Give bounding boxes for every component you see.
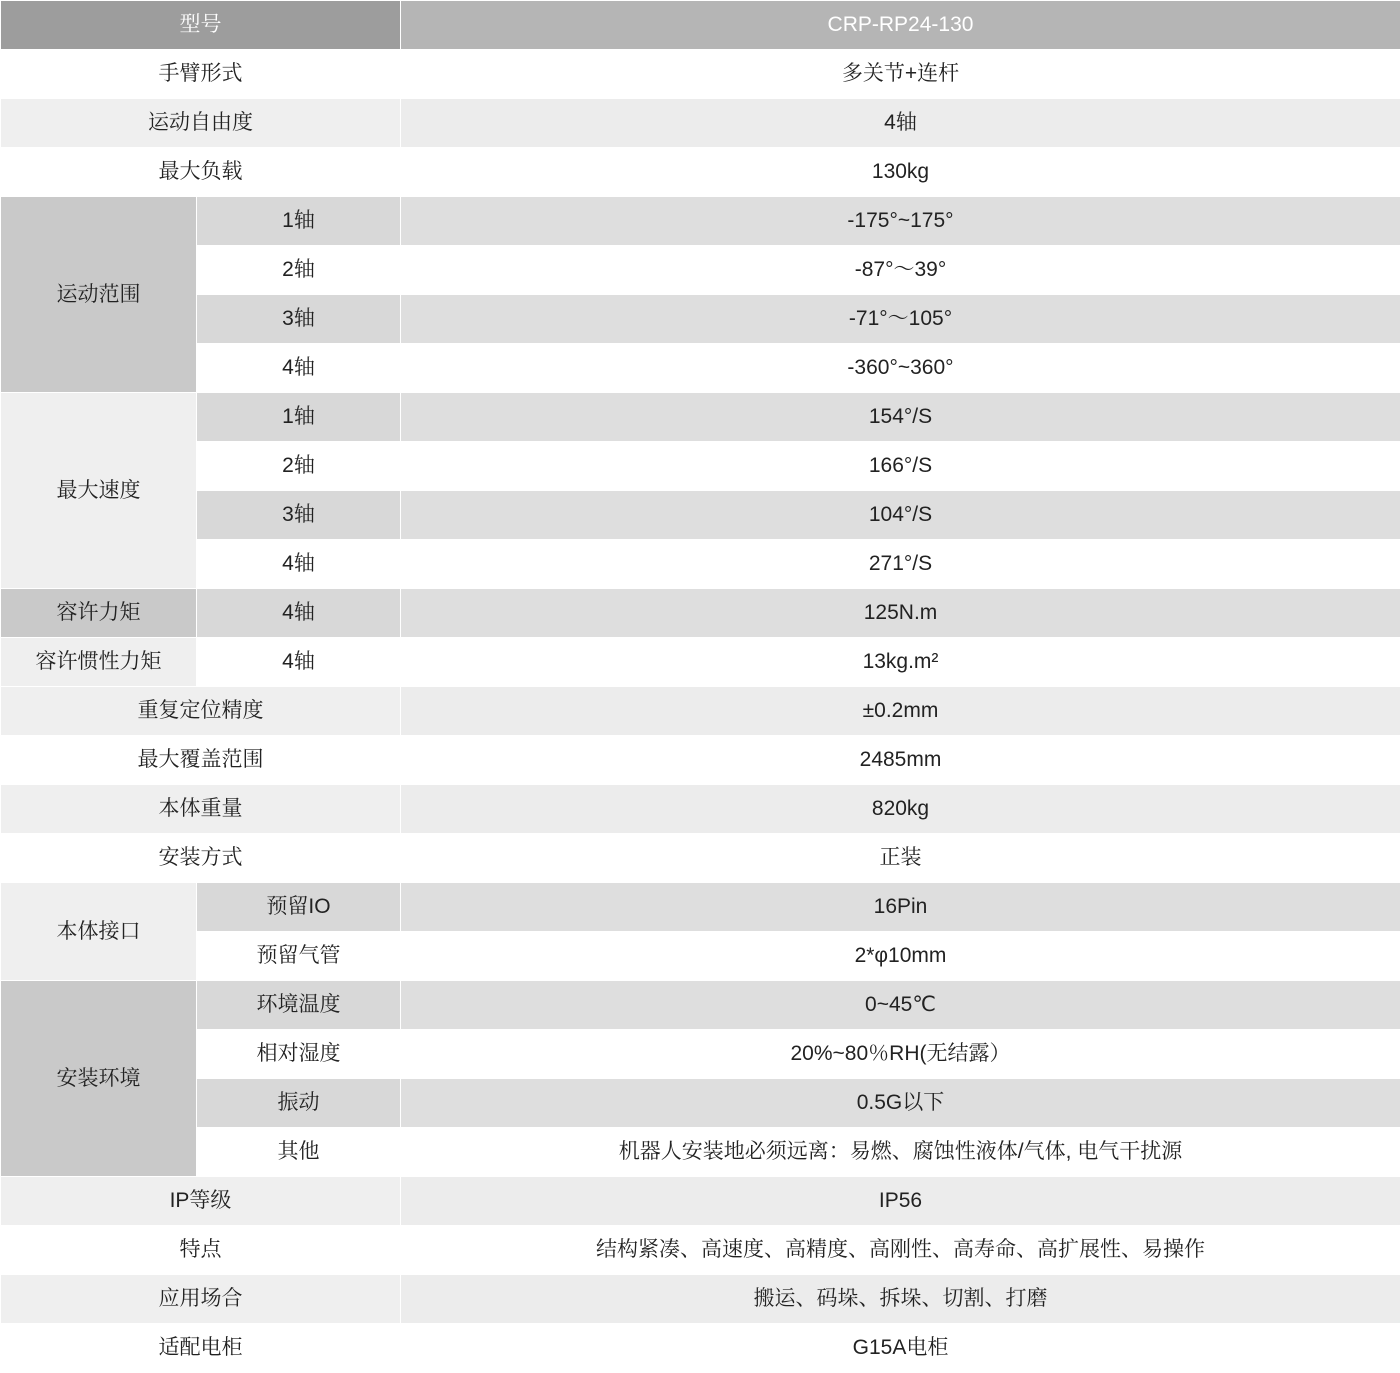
row-label-allow-torque: 容许力矩: [1, 589, 197, 638]
row-label-environment: 安装环境: [1, 981, 197, 1177]
row-value-humidity: 20%~80％RH(无结露）: [401, 1030, 1400, 1079]
row-value-allow-torque: 125N.m: [401, 589, 1400, 638]
table-row: [1, 1226, 1400, 1275]
row-value-motion-axis-2: -87°～39°: [401, 246, 1400, 295]
sub-label-motion-axis-1: 1轴: [197, 197, 401, 246]
sub-label-motion-axis-4: 4轴: [197, 344, 401, 393]
row-value-motion-axis-4: -360°~360°: [401, 344, 1400, 393]
table-row: [1, 99, 1400, 148]
row-label-max-speed: 最大速度: [1, 393, 197, 589]
sub-label-ambient-temp: 环境温度: [197, 981, 401, 1030]
table-row: [1, 295, 1400, 344]
row-value-cabinet: G15A电柜: [401, 1324, 1400, 1373]
table-row: [1, 540, 1400, 589]
table-row: [1, 834, 1400, 883]
row-value-features: 结构紧凑、高速度、高精度、高刚性、高寿命、高扩展性、易操作: [401, 1226, 1400, 1275]
row-label-repeatability: 重复定位精度: [1, 687, 401, 736]
row-label-mounting: 安装方式: [1, 834, 401, 883]
row-label-max-reach: 最大覆盖范围: [1, 736, 401, 785]
row-value-other: 机器人安装地必须远离：易燃、腐蚀性液体/气体, 电气干扰源: [401, 1128, 1400, 1177]
row-label-features: 特点: [1, 1226, 401, 1275]
sub-label-other: 其他: [197, 1128, 401, 1177]
sub-label-motion-axis-2: 2轴: [197, 246, 401, 295]
table-row: [1, 1177, 1400, 1226]
sub-label-speed-axis-3: 3轴: [197, 491, 401, 540]
row-label-dof: 运动自由度: [1, 99, 401, 148]
sub-label-motion-axis-3: 3轴: [197, 295, 401, 344]
table-row: [1, 344, 1400, 393]
table-row: [1, 589, 1400, 638]
row-value-max-reach: 2485mm: [401, 736, 1400, 785]
sub-label-speed-axis-1: 1轴: [197, 393, 401, 442]
table-row: [1, 1128, 1400, 1177]
table-row: [1, 50, 1400, 99]
header-label: 型号: [1, 1, 401, 50]
table-row: [1, 932, 1400, 981]
row-value-vibration: 0.5G以下: [401, 1079, 1400, 1128]
row-value-speed-axis-2: 166°/S: [401, 442, 1400, 491]
row-value-max-payload: 130kg: [401, 148, 1400, 197]
row-label-applications: 应用场合: [1, 1275, 401, 1324]
sub-label-allow-torque-axis: 4轴: [197, 589, 401, 638]
table-row: [1, 246, 1400, 295]
table-row: [1, 687, 1400, 736]
sub-label-allow-inertia-axis: 4轴: [197, 638, 401, 687]
row-value-speed-axis-4: 271°/S: [401, 540, 1400, 589]
header-value: CRP-RP24-130: [401, 1, 1400, 50]
row-label-motion-range: 运动范围: [1, 197, 197, 393]
row-value-body-weight: 820kg: [401, 785, 1400, 834]
sub-label-humidity: 相对湿度: [197, 1030, 401, 1079]
table-row: [1, 1079, 1400, 1128]
table-row: [1, 442, 1400, 491]
row-value-motion-axis-3: -71°～105°: [401, 295, 1400, 344]
sub-label-reserved-air: 预留气管: [197, 932, 401, 981]
row-value-arm-type: 多关节+连杆: [401, 50, 1400, 99]
row-value-dof: 4轴: [401, 99, 1400, 148]
row-label-allow-inertia: 容许惯性力矩: [1, 638, 197, 687]
row-value-applications: 搬运、码垛、拆垛、切割、打磨: [401, 1275, 1400, 1324]
table-row: [1, 197, 1400, 246]
row-value-motion-axis-1: -175°~175°: [401, 197, 1400, 246]
row-value-mounting: 正装: [401, 834, 1400, 883]
table-row-header: [1, 1, 1400, 50]
table-row: [1, 736, 1400, 785]
row-value-reserved-io: 16Pin: [401, 883, 1400, 932]
table-row: [1, 491, 1400, 540]
row-value-ambient-temp: 0~45℃: [401, 981, 1400, 1030]
sub-label-speed-axis-2: 2轴: [197, 442, 401, 491]
table-row: [1, 785, 1400, 834]
row-value-speed-axis-3: 104°/S: [401, 491, 1400, 540]
table-row: [1, 981, 1400, 1030]
row-value-allow-inertia: 13kg.m²: [401, 638, 1400, 687]
table-row: [1, 638, 1400, 687]
table-row: [1, 1324, 1400, 1373]
row-value-reserved-air: 2*φ10mm: [401, 932, 1400, 981]
row-label-arm-type: 手臂形式: [1, 50, 401, 99]
sub-label-reserved-io: 预留IO: [197, 883, 401, 932]
row-label-body-interface: 本体接口: [1, 883, 197, 981]
row-label-body-weight: 本体重量: [1, 785, 401, 834]
sub-label-vibration: 振动: [197, 1079, 401, 1128]
table-row: [1, 1275, 1400, 1324]
table-row: [1, 1030, 1400, 1079]
table-row: [1, 148, 1400, 197]
row-value-repeatability: ±0.2mm: [401, 687, 1400, 736]
row-value-speed-axis-1: 154°/S: [401, 393, 1400, 442]
row-value-ip-rating: IP56: [401, 1177, 1400, 1226]
table-row: [1, 393, 1400, 442]
row-label-cabinet: 适配电柜: [1, 1324, 401, 1373]
row-label-max-payload: 最大负载: [1, 148, 401, 197]
row-label-ip-rating: IP等级: [1, 1177, 401, 1226]
sub-label-speed-axis-4: 4轴: [197, 540, 401, 589]
table-row: [1, 883, 1400, 932]
